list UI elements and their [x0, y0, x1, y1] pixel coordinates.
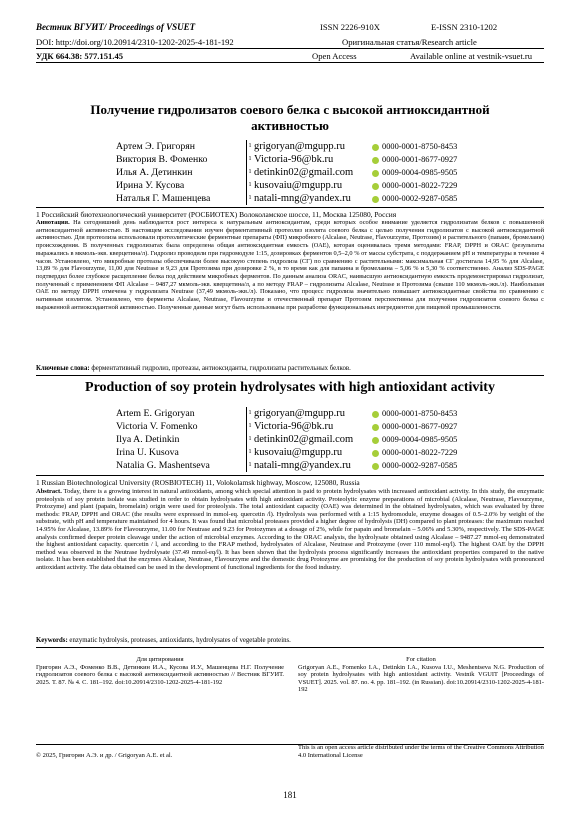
affiliation-marker: 1 — [248, 143, 252, 149]
author-email[interactable]: grigoryan@mgupp.ru — [254, 408, 346, 419]
affiliation-marker: 1 — [248, 410, 252, 416]
author-row — [116, 140, 457, 153]
orcid-icon — [372, 196, 379, 203]
affiliation-marker: 1 — [248, 449, 252, 455]
citation-en — [298, 656, 544, 694]
orcid-id[interactable]: 0000-0002-9287-0585 — [382, 194, 458, 203]
keywords-text-en: enzymatic hydrolysis, proteases, antioxidants, hydrolysates of vegetable proteins. — [69, 637, 291, 644]
article-type: Оригинальная статья/Research article — [342, 37, 477, 47]
author-name: Ирина У. Кусова — [116, 179, 246, 192]
affiliation-marker: 1 — [248, 169, 252, 175]
affiliation-rule-en — [36, 475, 544, 476]
orcid-icon — [372, 170, 379, 177]
abstract-en — [36, 488, 544, 572]
author-name: Илья А. Детинкин — [116, 166, 246, 179]
affiliation-rule-ru — [36, 207, 544, 208]
keywords-en — [36, 637, 544, 645]
abstract-ru — [36, 219, 544, 311]
author-email[interactable]: Victoria-96@bk.ru — [254, 154, 334, 165]
author-row — [116, 179, 457, 192]
author-email[interactable]: kusovaiu@mgupp.ru — [254, 180, 343, 191]
doi-link[interactable]: DOI: http://doi.org/10.20914/2310-1202-2025-4-181-192 — [36, 37, 234, 47]
journal-name: Вестник ВГУИТ/ Proceedings of VSUET — [36, 22, 196, 32]
affiliation-marker: 1 — [248, 436, 252, 442]
orcid-id[interactable]: 0000-0002-9287-0585 — [382, 461, 458, 470]
author-row — [116, 166, 457, 179]
open-access-label: Open Access — [312, 51, 357, 61]
author-row — [116, 153, 457, 166]
orcid-cell[interactable] — [372, 459, 457, 472]
affiliation-marker: 1 — [248, 182, 252, 188]
author-name: Виктория В. Фоменко — [116, 153, 246, 166]
authors-en — [116, 407, 457, 472]
author-row — [116, 420, 457, 433]
orcid-cell[interactable] — [372, 446, 457, 459]
keywords-text-ru: ферментативный гидролиз, протеазы, антиоксиданты, гидролизаты растительных белков. — [91, 365, 351, 372]
orcid-id[interactable]: 0000-0001-8677-0927 — [382, 155, 458, 164]
orcid-icon — [372, 437, 379, 444]
author-row — [116, 459, 457, 472]
affiliation-marker: 1 — [248, 462, 252, 468]
license-note[interactable]: This is an open access article distributed under the terms of the Creative Commons Attribution 4.0 International License — [298, 744, 544, 759]
author-email[interactable]: grigoryan@mgupp.ru — [254, 141, 346, 152]
issn: ISSN 2226-910X — [320, 22, 380, 32]
keywords-label-ru: Ключевые слова: — [36, 365, 90, 372]
orcid-id[interactable]: 0000-0001-8677-0927 — [382, 422, 458, 431]
orcid-id[interactable]: 0000-0001-8022-7229 — [382, 181, 458, 190]
udk-code: УДК 664.38: 577.151.45 — [36, 51, 124, 61]
abstract-label-ru: Аннотация. — [36, 219, 70, 226]
author-email[interactable]: Victoria-96@bk.ru — [254, 421, 334, 432]
abstract-label-en: Abstract. — [36, 488, 62, 495]
affiliation-marker: 1 — [248, 423, 252, 429]
orcid-icon — [372, 450, 379, 457]
author-email[interactable]: detinkin02@gmail.com — [254, 167, 354, 178]
orcid-cell[interactable] — [372, 140, 457, 153]
orcid-id[interactable]: 0009-0004-0985-9505 — [382, 435, 458, 444]
author-name: Наталья Г. Машенцева — [116, 192, 246, 205]
copyright: © 2025, Григорян А.Э. и др. / Grigoryan A.E. et al. — [36, 752, 173, 759]
title-ru: Получение гидролизатов соевого белка с высокой антиоксидантной активностью — [90, 102, 490, 133]
section-rule-ru — [36, 375, 544, 376]
abstract-text-ru: На сегодняшний день наблюдается рост интереса к натуральным антиоксидантам, среди которых особое внимание уделяется гидролизатам белков с повышенной антиоксидантной активностью. В настоящем исследовании изучен ферментативный протеолиз изолята соевого белка с целью получения гидролизатов с высокой антиоксидантной активностью. Для протеолиза использовали протеолитические ферментные препараты (ФП) микробного (Alcalase, Neutrase, Flavourzyme, Протозим) и растительного (папаин, бромелаин) происхождения. В полученных гидролизатах была определена общая антиоксидантная емкость (ОАЕ), которая оценивалась тремя методами: FRAP, DPPH и ORAC (результаты выражались в мкмоль-экв. кверцетина/л). Гидролиз проводили при гидромодуле 1:15, дозировках ферментов 0,5–2,0 % от массы субстрата, с поддержанием pH и температуры в течение 4 часов. Установлено, что микробные протеазы обеспечивали более высокую степень гидролиза (СГ) по сравнению с растительными: максимальная СГ достигала 14,95 % для Alcalase, 13,89 % для Flavourzyme, 11,00 для Neutrase и 9,23 для Протозима при дозировке 2 %, в то время как для папаина и бромелаина – 5,06 % и 5,30 % соответственно. Анализ SDS-PAGE подтвердил более глубокое расщепление белка под действием микробных ферментов. По данным анализа ORAC, наивысшую антиоксидантную емкость продемонстрировал гидролизат, полученный с применением ФП Alcalase – 9487,27 мкмоль-экв. кверцетина/л, а по методу FRAP – гидролизаты Alcalase, Neutrase и Протозима (свыше 110 мкмоль-экв./л). Наибольшая ОАЕ по методу DPPH отмечена у гидролизата Neutrase (37,49 мкмоль-экв./л). Показано, что процесс гидролиза значительно повышает антиоксидантные свойства по сравнению с нативным изолятом. Установлено, что ферменты Alcalase, Neutrase, Flavourzyme и отечественный препарат Протозим перспективны для получения гидролизатов соевого белка с выраженной антиоксидантной активностью. Полученные данные могут быть использованы при разработке функциональных ингредиентов для пищевой промышленности. — [36, 219, 544, 311]
author-row — [116, 407, 457, 420]
author-name: Irina U. Kusova — [116, 446, 246, 459]
affiliation-marker: 1 — [248, 156, 252, 162]
keywords-label-en: Keywords: — [36, 637, 68, 644]
orcid-icon — [372, 144, 379, 151]
header-rule-1 — [36, 48, 544, 49]
author-name: Artem E. Grigoryan — [116, 407, 246, 420]
orcid-icon — [372, 424, 379, 431]
orcid-cell[interactable] — [372, 179, 457, 192]
orcid-icon — [372, 157, 379, 164]
authors-ru — [116, 140, 457, 205]
affiliation-ru: 1 Российский биотехнологический университет (РОСБИОТЕХ) Волоколамское шоссе, 11, Москва 125080, Россия — [36, 210, 397, 219]
orcid-icon — [372, 463, 379, 470]
orcid-cell[interactable] — [372, 166, 457, 179]
orcid-icon — [372, 411, 379, 418]
citation-heading-en: For citation — [406, 656, 436, 663]
citation-text-en: Grigoryan A.E., Fomenko I.A., Detinkin I.A., Kusova I.U., Meshentseva N.G. Production of soy protein hydrolysates with high antioxidant activity. Vestnik VGUIT [Proceedings of VSUET]. 2025. vol. 87. no. 4. pp. 181–192. (in Russian). doi:10.20914/2310-1202-2025-4-181-192 — [298, 663, 544, 694]
affiliation-marker: 1 — [248, 195, 252, 201]
available-online-link[interactable]: Available online at vestnik-vsuet.ru — [410, 51, 533, 61]
section-rule-en — [36, 647, 544, 648]
affiliation-en: 1 Russian Biotechnological University (ROSBIOTECH) 11, Volokolamsk highway, Moscow, 125080, Russia — [36, 478, 360, 487]
author-email[interactable]: natali-mng@yandex.ru — [254, 460, 351, 471]
orcid-cell[interactable] — [372, 153, 457, 166]
page-number: 181 — [283, 790, 297, 800]
author-name: Victoria V. Fomenko — [116, 420, 246, 433]
author-name: Артем Э. Григорян — [116, 140, 246, 153]
orcid-cell[interactable] — [372, 407, 457, 420]
orcid-icon — [372, 183, 379, 190]
orcid-id[interactable]: 0000-0001-8750-8453 — [382, 409, 458, 418]
header-rule-2 — [36, 62, 544, 63]
title-en: Production of soy protein hydrolysates with high antioxidant activity — [85, 380, 495, 395]
orcid-id[interactable]: 0009-0004-0985-9505 — [382, 168, 458, 177]
citation-ru — [36, 656, 284, 686]
eissn: E-ISSN 2310-1202 — [431, 22, 498, 32]
keywords-ru — [36, 365, 544, 373]
author-email[interactable]: natali-mng@yandex.ru — [254, 193, 351, 204]
citation-text-ru: Григорян А.Э., Фоменко В.В., Детинкин И.А., Кусова И.У., Машенцева Н.Г. Получение гидролизатов соевого белка с высокой антиоксидантной активностью // Вестник ВГУИТ. 2025. Т. 87. № 4. С. 181–192. doi:10.20914/2310-1202-2025-4-181-192 — [36, 663, 284, 686]
author-name: Ilya A. Detinkin — [116, 433, 246, 446]
citation-heading-ru: Для цитирования — [136, 656, 184, 663]
author-email[interactable]: kusovaiu@mgupp.ru — [254, 447, 343, 458]
orcid-id[interactable]: 0000-0001-8022-7229 — [382, 448, 458, 457]
author-name: Natalia G. Mashentseva — [116, 459, 246, 472]
orcid-cell[interactable] — [372, 420, 457, 433]
author-row — [116, 433, 457, 446]
orcid-cell[interactable] — [372, 192, 457, 205]
orcid-cell[interactable] — [372, 433, 457, 446]
author-email[interactable]: detinkin02@gmail.com — [254, 434, 354, 445]
author-row — [116, 192, 457, 205]
abstract-text-en: Today, there is a growing interest in natural antioxidants, among which special attention is paid to protein hydrolysates with increased antioxidant activity. In this study, the enzymatic proteolysis of soy protein isolate was studied in order to obtain hydrolysates with high antioxidant activity. Proteolytic enzyme preparations of microbial (Alcalase, Neutrase, Flavourzyme, Protozyme) and plant (papain, bromelain) origin were used for proteolysis. The total antioxidant capacity (OAE) was determined in the obtained hydrolysates, which was evaluated by three methods: FRAP, DPPH and ORAC (the results were expressed in mmol-eq. quercetin /l). Hydrolysis was performed with a 1:15 hydromodule, enzyme dosages of 0.5–2.0% by weight of the substrate, with pH and temperature maintained for 4 hours. It was found that microbial proteases provided a higher degree of hydrolysis (DH) compared to plant proteases: the maximum reached 14.95% for Alcalase, 13.89% for Flavourzyme, 11.00 for Neutrase and 9.23 for Protozymes at a dosage of 2%, while for papain and bromelain – 5.06% and 5.30%, respectively. The SDS-PAGE analysis confirmed deeper protein cleavage under the action of microbial enzymes. According to the ORAC analysis, the hydrolysate obtained using Alcalase – 9487.27 mmol-eq demonstrated the highest antioxidant capacity. quercetin / l, and according to the FRAP method, hydrolysates of Alcalase, Neutrase and Protozyme (over 110 mmol-eq/l). The highest OAE by the DPPH method was observed in the Neutrase hydrolysate (37.49 mmol-eq/l). It has been shown that the hydrolysis process significantly increases the antioxidant properties compared to the native isolate. It has been established that the enzymes Alcalase, Neutrase, Flavourzyme and the domestic drug Protozyme are promising for the production of soy protein hydrolysates with pronounced antioxidant activity. The data obtained can be used in the development of functional ingredients for the food industry. — [36, 488, 545, 571]
author-row — [116, 446, 457, 459]
orcid-id[interactable]: 0000-0001-8750-8453 — [382, 142, 458, 151]
journal-header — [36, 22, 544, 82]
